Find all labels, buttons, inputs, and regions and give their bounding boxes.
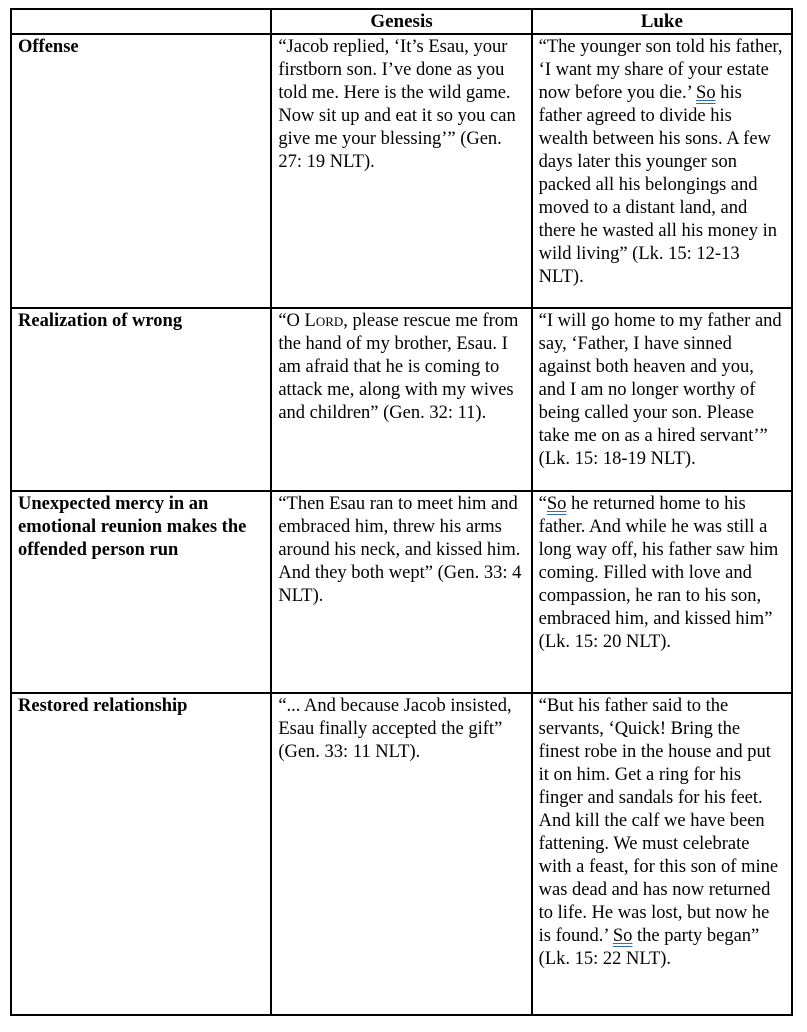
header-row xyxy=(11,9,792,34)
header-luke: Luke xyxy=(532,9,792,34)
luke-quote-cell xyxy=(532,693,792,1015)
grammar-underlined-word: So xyxy=(546,494,567,514)
quote-text: “... And because Jacob insisted, Esau finally accepted the gift” (Gen. 33: 11 NLT). xyxy=(278,696,512,762)
genesis-quote-cell xyxy=(271,308,531,491)
header-empty-cell xyxy=(11,9,271,34)
quote-text: “ xyxy=(538,494,547,514)
header-genesis: Genesis xyxy=(271,9,531,34)
quote-text: “But his father said to the servants, ‘Quick! Bring the finest robe in the house and put it on him. Get a ring for his finger and sandals for his feet. And kill the calf we have been fattening. We must celebrate with a feast, for this son of mine was dead and has now returned to life. He was lost, but now he is found.’ xyxy=(538,696,779,946)
quote-text: the party began” (Lk. 15: 22 NLT). xyxy=(538,926,760,969)
luke-quote-cell xyxy=(532,34,792,308)
table-row-realization xyxy=(11,308,792,491)
quote-text: “Jacob replied, ‘It’s Esau, your firstborn son. I’ve done as you told me. Here is the wild game. Now sit up and eat it so you can give me your blessing’” (Gen. 27: 19 NLT). xyxy=(278,37,516,172)
comparison-table xyxy=(10,8,793,1016)
genesis-quote-cell xyxy=(271,693,531,1015)
quote-text: “O xyxy=(278,311,305,331)
quote-text: “Then Esau ran to meet him and embraced him, threw his arms around his neck, and kissed him. And they both wept” (Gen. 33: 4 NLT). xyxy=(278,494,522,606)
row-label-restored-relationship: Restored relationship xyxy=(11,693,271,1015)
table-row-unexpected-mercy xyxy=(11,491,792,693)
row-label-offense: Offense xyxy=(11,34,271,308)
quote-text: “I will go home to my father and say, ‘Father, I have sinned against both heaven and you, and I am no longer worthy of being called your son. Please take me on as a hired servant’” (Lk. 15: 18-19 NLT). xyxy=(538,311,782,469)
table-row-restored-relationship xyxy=(11,693,792,1015)
genesis-quote-cell xyxy=(271,491,531,693)
table-row-offense xyxy=(11,34,792,308)
quote-text: , please rescue me from the hand of my brother, Esau. I am afraid that he is coming to attack me, along with my wives and children” (Gen. 32: 11). xyxy=(278,311,519,423)
genesis-quote-cell xyxy=(271,34,531,308)
luke-quote-cell xyxy=(532,491,792,693)
row-label-unexpected-mercy: Unexpected mercy in an emotional reunion makes the offended person run xyxy=(11,491,271,693)
grammar-underlined-word: So xyxy=(696,83,716,103)
quote-text: he returned home to his father. And while he was still a long way off, his father saw him coming. Filled with love and compassion, he ran to his son, embraced him, and kissed him” (Lk. 15: 20 NLT). xyxy=(538,494,779,652)
quote-text: his father agreed to divide his wealth between his sons. A few days later this younger son packed all his belongings and moved to a distant land, and there he wasted all his money in wild living” (Lk. 15: 12-13 NLT). xyxy=(538,83,778,287)
quote-text: “The younger son told his father, ‘I want my share of your estate now before you die.’ xyxy=(538,37,783,103)
grammar-underlined-word: So xyxy=(612,926,633,946)
lord-smallcaps-text: Lord xyxy=(304,311,344,331)
row-label-realization: Realization of wrong xyxy=(11,308,271,491)
luke-quote-cell xyxy=(532,308,792,491)
